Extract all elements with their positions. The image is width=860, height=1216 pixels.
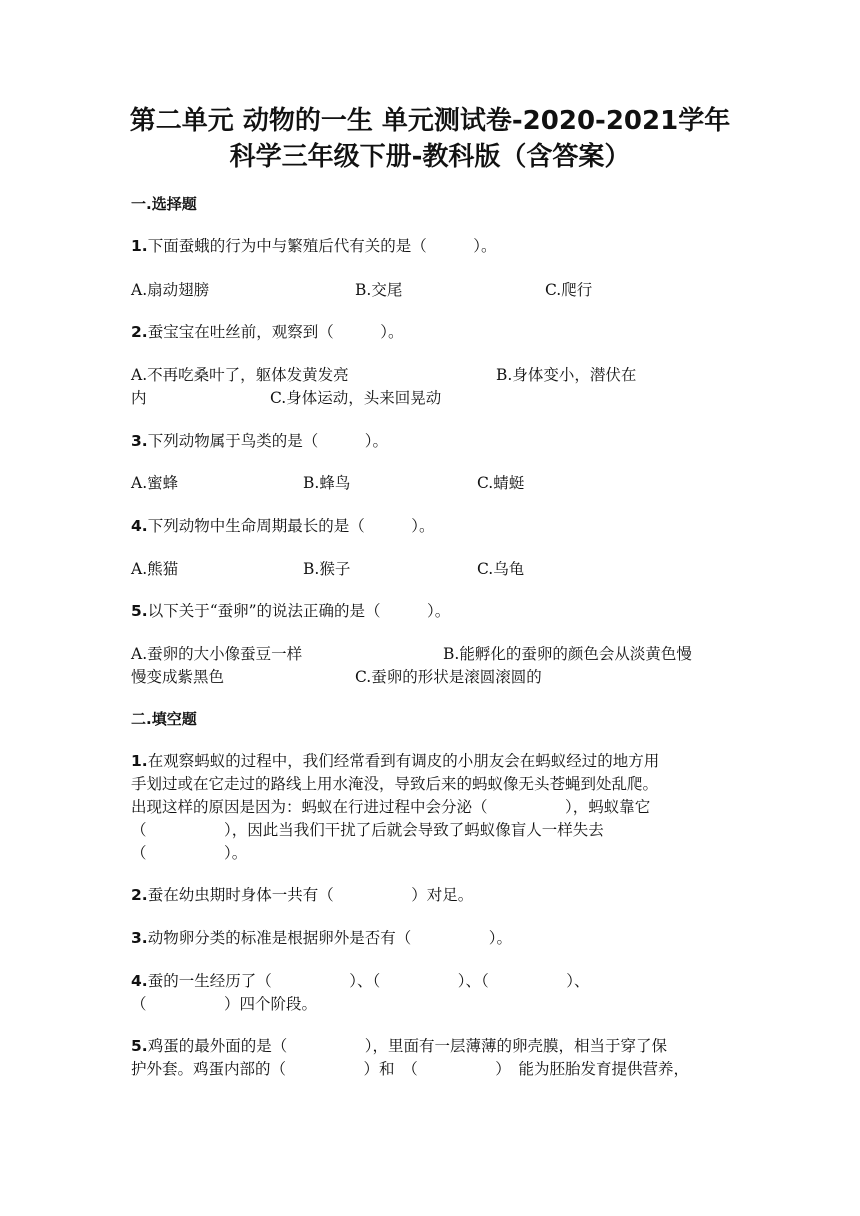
question-text: 蚕的一生经历了（ ）、（ ）、（ ）、	[147, 972, 590, 990]
question-text: 下面蚕蛾的行为中与繁殖后代有关的是（ ）。	[147, 237, 497, 255]
option-c: C.身体运动，头来回晃动	[270, 389, 442, 407]
question-number: 2.	[131, 323, 148, 341]
question-text: 下列动物中生命周期最长的是（ ）。	[147, 517, 435, 535]
question-number: 3.	[131, 432, 148, 450]
question-1	[131, 234, 496, 258]
question-text: 蚕在幼虫期时身体一共有（ ）对足。	[147, 886, 474, 904]
fill-question-4-line-1	[131, 969, 589, 993]
option-b: B.能孵化的蚕卵的颜色会从淡黄色慢	[443, 645, 692, 663]
question-number: 5.	[131, 602, 148, 620]
option-a: A.熊猫	[131, 560, 179, 578]
fill-question-3	[131, 926, 512, 950]
option-a: A.蚕卵的大小像蚕豆一样	[131, 645, 303, 663]
fill-question-4-line-2: （ ）四个阶段。	[131, 995, 318, 1013]
option-b-continued: 慢变成紫黑色	[131, 668, 225, 686]
question-text: 下列动物属于鸟类的是（ ）。	[147, 432, 388, 450]
question-number: 3.	[131, 929, 148, 947]
question-number: 4.	[131, 517, 148, 535]
question-text: 以下关于“蚕卵”的说法正确的是（ ）。	[147, 602, 451, 620]
question-text: 蚕宝宝在吐丝前，观察到（ ）。	[147, 323, 404, 341]
question-3	[131, 429, 388, 453]
option-c: C.乌龟	[477, 560, 525, 578]
fill-question-2	[131, 883, 473, 907]
option-b: B.蜂鸟	[303, 474, 351, 492]
question-4	[131, 514, 434, 538]
question-5	[131, 599, 450, 623]
section-heading-choice: 一.选择题	[131, 195, 197, 213]
option-b: B.猴子	[303, 560, 351, 578]
option-c: C.蚕卵的形状是滚圆滚圆的	[355, 668, 542, 686]
question-2	[131, 320, 403, 344]
option-c: C.爬行	[545, 281, 593, 299]
document-title-line-2: 科学三年级下册-教科版（含答案）	[229, 142, 631, 172]
question-number: 5.	[131, 1037, 148, 1055]
fill-question-5-line-2: 护外套。鸡蛋内部的（ ）和 （ ） 能为胚胎发育提供营养，	[131, 1060, 690, 1078]
option-c: C.蜻蜓	[477, 474, 525, 492]
option-b-continued: 内	[131, 389, 147, 407]
fill-question-1-line-4: （ ），因此当我们干扰了后就会导致了蚂蚁像盲人一样失去	[131, 821, 604, 839]
option-b: B.身体变小，潜伏在	[496, 366, 637, 384]
fill-question-1-line-5: （ ）。	[131, 844, 248, 862]
question-number: 2.	[131, 886, 148, 904]
question-number: 4.	[131, 972, 148, 990]
document-title-line-1: 第二单元 动物的一生 单元测试卷-2020-2021学年	[129, 106, 731, 136]
question-text: 在观察蚂蚁的过程中，我们经常看到有调皮的小朋友会在蚂蚁经过的地方用	[147, 752, 660, 770]
question-text: 动物卵分类的标准是根据卵外是否有（ ）。	[147, 929, 512, 947]
option-a: A.不再吃桑叶了，躯体发黄发亮	[131, 366, 349, 384]
fill-question-1-line-3: 出现这样的原因是因为：蚂蚁在行进过程中会分泌（ ），蚂蚁靠它	[131, 798, 651, 816]
option-a: A.扇动翅膀	[131, 281, 210, 299]
question-number: 1.	[131, 237, 148, 255]
option-b: B.交尾	[355, 281, 403, 299]
section-heading-fill-blank: 二.填空题	[131, 710, 197, 728]
question-number: 1.	[131, 752, 148, 770]
option-a: A.蜜蜂	[131, 474, 179, 492]
fill-question-5-line-1	[131, 1034, 667, 1058]
fill-question-1-line-2: 手划过或在它走过的路线上用水淹没，导致后来的蚂蚁像无头苍蝇到处乱爬。	[131, 775, 659, 793]
fill-question-1-line-1	[131, 749, 659, 773]
question-text: 鸡蛋的最外面的是（ ），里面有一层薄薄的卵壳膜，相当于穿了保	[147, 1037, 667, 1055]
